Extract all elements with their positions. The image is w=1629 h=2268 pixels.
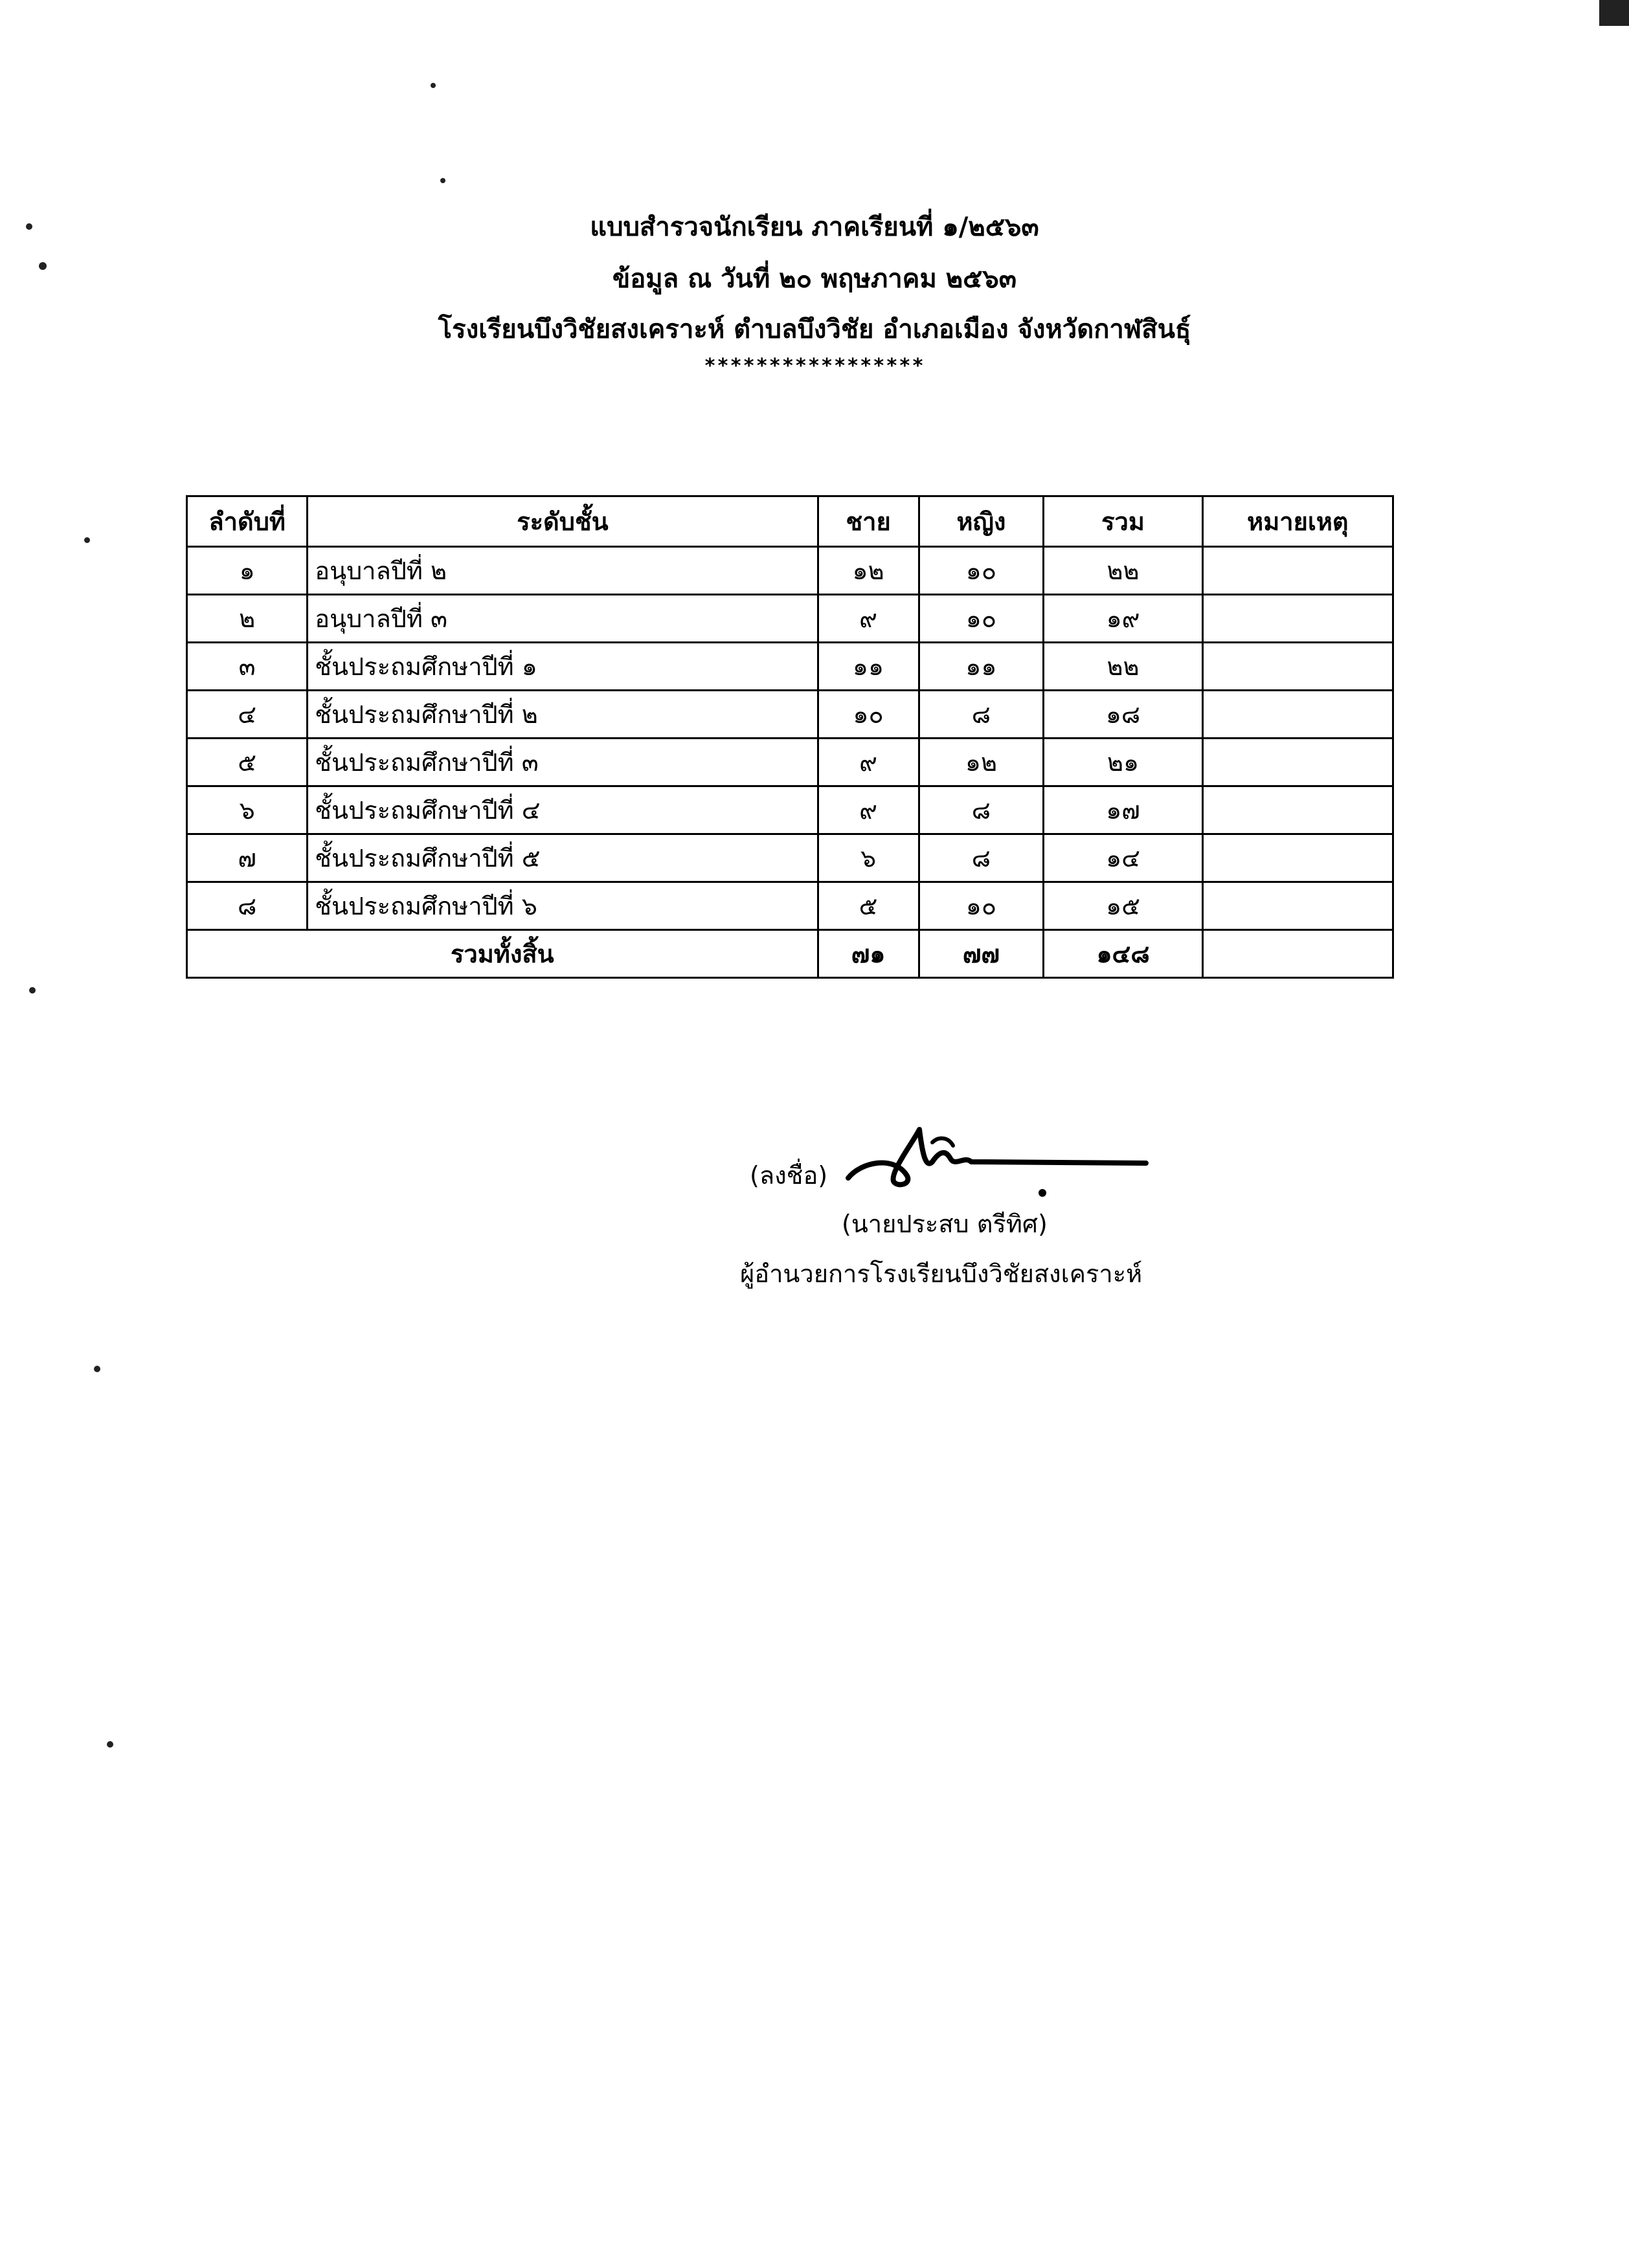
row-male: ๙ bbox=[818, 595, 919, 643]
row-note bbox=[1202, 882, 1393, 930]
table-row bbox=[187, 882, 1393, 930]
row-female: ๑๐ bbox=[919, 595, 1044, 643]
row-note bbox=[1202, 595, 1393, 643]
total-male: ๗๑ bbox=[818, 930, 919, 978]
row-no: ๑ bbox=[187, 547, 308, 595]
row-level: อนุบาลปีที่ ๒ bbox=[308, 547, 818, 595]
row-level: ชั้นประถมศึกษาปีที่ ๕ bbox=[308, 834, 818, 882]
signer-name: (นายประสบ ตรีทิศ) bbox=[842, 1210, 1048, 1238]
row-total: ๑๙ bbox=[1044, 595, 1202, 643]
scan-speck bbox=[431, 83, 436, 88]
scan-speck bbox=[1599, 0, 1629, 26]
table-header-row bbox=[187, 496, 1393, 547]
row-total: ๒๒ bbox=[1044, 643, 1202, 691]
table-row bbox=[187, 643, 1393, 691]
total-female: ๗๗ bbox=[919, 930, 1044, 978]
row-note bbox=[1202, 643, 1393, 691]
col-header-no: ลำดับที่ bbox=[187, 496, 308, 547]
student-count-table bbox=[186, 495, 1394, 979]
survey-title: แบบสำรวจนักเรียน ภาคเรียนที่ ๑/๒๕๖๓ bbox=[590, 212, 1039, 242]
row-female: ๑๐ bbox=[919, 882, 1044, 930]
row-male: ๑๒ bbox=[818, 547, 919, 595]
col-header-male: ชาย bbox=[818, 496, 919, 547]
row-no: ๔ bbox=[187, 691, 308, 739]
row-male: ๑๑ bbox=[818, 643, 919, 691]
table-row bbox=[187, 595, 1393, 643]
row-level: ชั้นประถมศึกษาปีที่ ๑ bbox=[308, 643, 818, 691]
row-no: ๘ bbox=[187, 882, 308, 930]
row-male: ๖ bbox=[818, 834, 919, 882]
scan-speck bbox=[107, 1741, 113, 1748]
row-level: ชั้นประถมศึกษาปีที่ ๓ bbox=[308, 739, 818, 786]
row-no: ๕ bbox=[187, 739, 308, 786]
row-note bbox=[1202, 547, 1393, 595]
col-header-note: หมายเหตุ bbox=[1202, 496, 1393, 547]
table-row bbox=[187, 834, 1393, 882]
row-note bbox=[1202, 786, 1393, 834]
scan-speck bbox=[39, 262, 47, 270]
row-male: ๕ bbox=[818, 882, 919, 930]
row-total: ๑๗ bbox=[1044, 786, 1202, 834]
asterisk-divider: ***************** bbox=[704, 355, 925, 377]
row-male: ๙ bbox=[818, 786, 919, 834]
row-female: ๑๐ bbox=[919, 547, 1044, 595]
total-row bbox=[187, 930, 1393, 978]
row-no: ๓ bbox=[187, 643, 308, 691]
row-level: ชั้นประถมศึกษาปีที่ ๖ bbox=[308, 882, 818, 930]
row-note bbox=[1202, 691, 1393, 739]
row-female: ๘ bbox=[919, 691, 1044, 739]
school-name: โรงเรียนบึงวิชัยสงเคราะห์ ตำบลบึงวิชัย อำเภอเมือง จังหวัดกาฬสินธุ์ bbox=[438, 315, 1191, 344]
row-total: ๑๔ bbox=[1044, 834, 1202, 882]
row-no: ๖ bbox=[187, 786, 308, 834]
row-female: ๑๑ bbox=[919, 643, 1044, 691]
scan-speck bbox=[84, 537, 90, 543]
scan-speck bbox=[440, 178, 445, 183]
col-header-female: หญิง bbox=[919, 496, 1044, 547]
row-note bbox=[1202, 834, 1393, 882]
row-male: ๑๐ bbox=[818, 691, 919, 739]
row-no: ๒ bbox=[187, 595, 308, 643]
row-female: ๑๒ bbox=[919, 739, 1044, 786]
table-row bbox=[187, 691, 1393, 739]
handwritten-signature bbox=[835, 1117, 1159, 1207]
total-all: ๑๔๘ bbox=[1044, 930, 1202, 978]
sign-label: (ลงชื่อ) bbox=[750, 1161, 828, 1190]
row-total: ๒๒ bbox=[1044, 547, 1202, 595]
total-note bbox=[1202, 930, 1393, 978]
table-row bbox=[187, 786, 1393, 834]
table-row bbox=[187, 547, 1393, 595]
scan-speck bbox=[29, 987, 36, 994]
row-no: ๗ bbox=[187, 834, 308, 882]
scan-speck bbox=[26, 223, 32, 230]
row-female: ๘ bbox=[919, 834, 1044, 882]
signer-title: ผู้อำนวยการโรงเรียนบึงวิชัยสงเคราะห์ bbox=[740, 1260, 1143, 1288]
row-total: ๒๑ bbox=[1044, 739, 1202, 786]
table-row bbox=[187, 739, 1393, 786]
data-date: ข้อมูล ณ วันที่ ๒๐ พฤษภาคม ๒๕๖๓ bbox=[612, 264, 1017, 294]
row-female: ๘ bbox=[919, 786, 1044, 834]
col-header-level: ระดับชั้น bbox=[308, 496, 818, 547]
col-header-total: รวม bbox=[1044, 496, 1202, 547]
row-level: ชั้นประถมศึกษาปีที่ ๔ bbox=[308, 786, 818, 834]
row-male: ๙ bbox=[818, 739, 919, 786]
row-total: ๑๘ bbox=[1044, 691, 1202, 739]
total-label: รวมทั้งสิ้น bbox=[187, 930, 818, 978]
row-note bbox=[1202, 739, 1393, 786]
row-total: ๑๕ bbox=[1044, 882, 1202, 930]
scan-speck bbox=[94, 1366, 100, 1372]
row-level: ชั้นประถมศึกษาปีที่ ๒ bbox=[308, 691, 818, 739]
row-level: อนุบาลปีที่ ๓ bbox=[308, 595, 818, 643]
